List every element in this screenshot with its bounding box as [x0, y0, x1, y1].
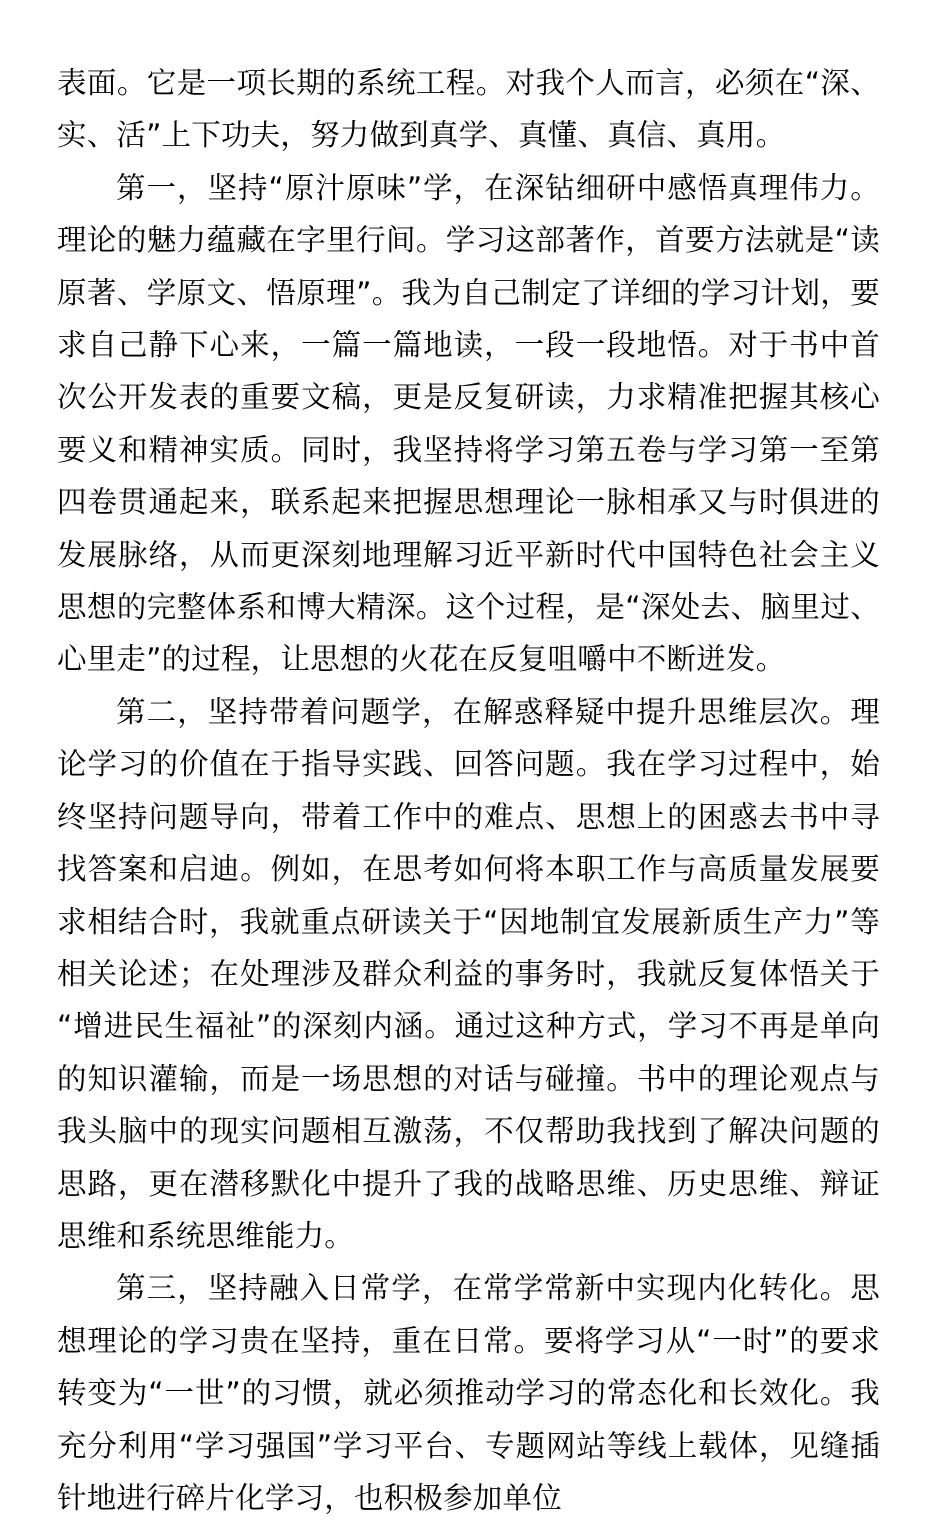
- paragraph-first-point: 第一，坚持“原汁原味”学，在深钻细研中感悟真理伟力。理论的魅力蕴藏在字里行间。学习这部著作，首要方法就是“读原著、学原文、悟原理”。我为自己制定了详细的学习计划，要求自己静下心来，一篇一篇地读，一段一段地悟。对于书中首次公开发表的重要文稿，更是反复研读，力求精准把握其核心要义和精神实质。同时，我坚持将学习第五卷与学习第一至第四卷贯通起来，联系起来把握思想理论一脉相承又与时俱进的发展脉络，从而更深刻地理解习近平新时代中国特色社会主义思想的完整体系和博大精深。这个过程，是“深处去、脑里过、心里走”的过程，让思想的火花在反复咀嚼中不断迸发。: [57, 170, 880, 677]
- paragraph-continued-opening: 表面。它是一项长期的系统工程。对我个人而言，必须在“深、实、活”上下功夫，努力做到真学、真懂、真信、真用。: [57, 66, 880, 153]
- document-body: [57, 57, 880, 1524]
- paragraph-third-point: 第三，坚持融入日常学，在常学常新中实现内化转化。思想理论的学习贵在坚持，重在日常。要将学习从“一时”的要求转变为“一世”的习惯，就必须推动学习的常态化和长效化。我充分利用“学习强国”学习平台、专题网站等线上载体，见缝插针地进行碎片化学习，也积极参加单位: [57, 1271, 880, 1515]
- paragraph-second-point: 第二，坚持带着问题学，在解惑释疑中提升思维层次。理论学习的价值在于指导实践、回答问题。我在学习过程中，始终坚持问题导向，带着工作中的难点、思想上的困惑去书中寻找答案和启迪。例如，在思考如何将本职工作与高质量发展要求相结合时，我就重点研读关于“因地制宜发展新质生产力”等相关论述；在处理涉及群众利益的事务时，我就反复体悟关于“增进民生福祉”的深刻内涵。通过这种方式，学习不再是单向的知识灌输，而是一场思想的对话与碰撞。书中的理论观点与我头脑中的现实问题相互激荡，不仅帮助我找到了解决问题的思路，更在潜移默化中提升了我的战略思维、历史思维、辩证思维和系统思维能力。: [57, 694, 880, 1253]
